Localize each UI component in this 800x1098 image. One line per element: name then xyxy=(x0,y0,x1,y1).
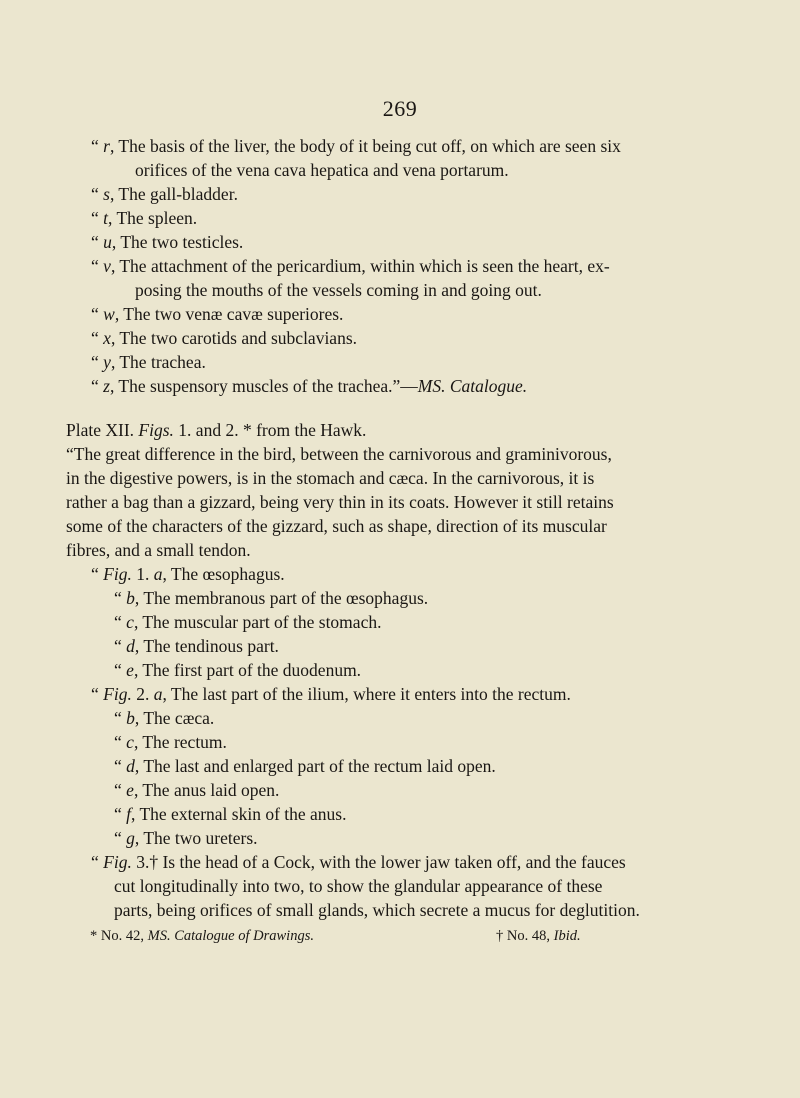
fig2-entry-g: “ g, The two ureters. xyxy=(114,828,258,848)
fig3-entry-continuation: cut longitudinally into two, to show the glandular appearance of these xyxy=(114,876,603,896)
legend-entry-r-continuation: orifices of the vena cava hepatica and vena portarum. xyxy=(135,160,509,180)
fig2-entry-b: “ b, The cæca. xyxy=(114,708,215,728)
legend-entry-s: “ s, The gall-bladder. xyxy=(91,184,238,204)
fig1-entry-c: “ c, The muscular part of the stomach. xyxy=(114,612,382,632)
paragraph-line: some of the characters of the gizzard, such as shape, direction of its muscular xyxy=(66,516,607,536)
fig1-entry-a: “ Fig. 1. a, The œsophagus. xyxy=(91,564,285,584)
plate-xii-heading: Plate XII. Figs. 1. and 2. * from the Hawk. xyxy=(66,420,367,440)
legend-entry-x: “ x, The two carotids and subclavians. xyxy=(91,328,358,348)
fig2-entry-f: “ f, The external skin of the anus. xyxy=(114,804,347,824)
dagger-mark: † xyxy=(149,852,159,872)
legend-entry-r: “ r, The basis of the liver, the body of it being cut off, on which are seen six xyxy=(91,136,621,156)
legend-entry-t: “ t, The spleen. xyxy=(91,208,198,228)
fig3-entry: “ Fig. 3.† Is the head of a Cock, with the lower jaw taken off, and the fauces xyxy=(91,852,626,872)
fig2-entry-a: “ Fig. 2. a, The last part of the ilium, where it enters into the rectum. xyxy=(91,684,571,704)
footnote-star: * No. 42, MS. Catalogue of Drawings. xyxy=(90,928,314,944)
fig1-entry-d: “ d, The tendinous part. xyxy=(114,636,279,656)
fig3-entry-continuation: parts, being orifices of small glands, which secrete a mucus for deglutition. xyxy=(114,900,640,920)
legend-entry-w: “ w, The two venæ cavæ superiores. xyxy=(91,304,344,324)
fig1-entry-e: “ e, The first part of the duodenum. xyxy=(114,660,362,680)
fig2-entry-c: “ c, The rectum. xyxy=(114,732,227,752)
legend-entry-v-continuation: posing the mouths of the vessels coming in and going out. xyxy=(135,280,542,300)
legend-entry-z: “ z, The suspensory muscles of the trachea.”—MS. Catalogue. xyxy=(91,376,528,396)
page-number: 269 xyxy=(382,96,418,121)
paragraph-line: “The great difference in the bird, between the carnivorous and graminivorous, xyxy=(66,444,612,464)
footnote-dagger: † No. 48, Ibid. xyxy=(496,928,581,944)
catalogue-citation: MS. Catalogue. xyxy=(417,376,528,396)
paragraph-line: in the digestive powers, is in the stomach and cæca. In the carnivorous, it is xyxy=(66,468,595,488)
paragraph-line: rather a bag than a gizzard, being very thin in its coats. However it still retains xyxy=(66,492,614,512)
legend-entry-v: “ v, The attachment of the pericardium, within which is seen the heart, ex- xyxy=(91,256,610,276)
legend-entry-u: “ u, The two testicles. xyxy=(91,232,244,252)
fig2-entry-e: “ e, The anus laid open. xyxy=(114,780,280,800)
fig1-entry-b: “ b, The membranous part of the œsophagus. xyxy=(114,588,429,608)
paragraph-line: fibres, and a small tendon. xyxy=(66,540,251,560)
legend-entry-y: “ y, The trachea. xyxy=(91,352,206,372)
fig2-entry-d: “ d, The last and enlarged part of the rectum laid open. xyxy=(114,756,496,776)
